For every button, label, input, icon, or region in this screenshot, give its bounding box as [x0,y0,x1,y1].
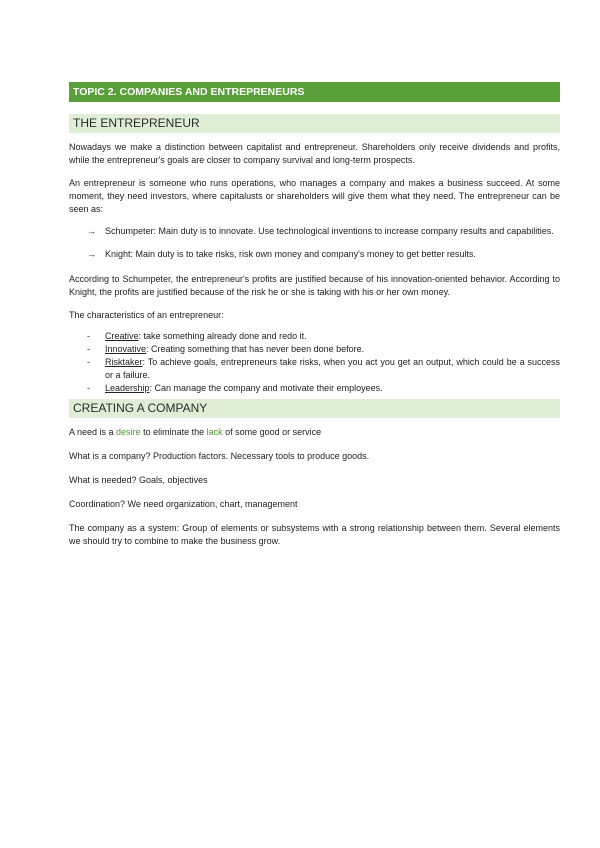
arrow-bullet-icon: → [87,226,96,236]
list-item [69,245,560,263]
need-prefix: A need is a [69,427,117,437]
need-word-lack: lack [206,427,223,437]
need-middle: to eliminate the [140,427,207,437]
coordination-question: Coordination? We need organization, chart, management [69,499,298,509]
dash-bullet: - [87,383,90,393]
dash-bullet: - [87,357,90,367]
list-item [69,222,560,240]
topic-title: TOPIC 2. COMPANIES AND ENTREPRENEURS [69,82,560,102]
need-definition [69,426,560,439]
characteristic-text: : To achieve goals, entrepreneurs take risks, when you act you get an output, which could be a success or a failure. [105,357,560,380]
view-schumpeter: Schumpeter: Main duty is to innovate. Use technological inventions to increase company results and capabilities. [105,226,554,236]
paragraph-capitalist-vs-entrepreneur: Nowadays we make a distinction between capitalist and entrepreneur. Shareholders only receive dividends and profits, while the entrepreneur's goals are closer to company survival and long-term prospects. [69,142,560,165]
paragraph-company-as-system: The company as a system: Group of elements or subsystems with a strong relationship between them. Several elements we should try to combine to make the business grow. [69,523,560,546]
characteristic-term: Creative [105,331,139,341]
entrepreneur-views-list [69,222,560,263]
view-knight: Knight: Main duty is to take risks, risk own money and company's money to get better results. [105,249,476,259]
list-item [69,343,560,356]
dash-bullet: - [87,331,90,341]
characteristic-term: Innovative [105,344,147,354]
list-item [69,330,560,343]
arrow-bullet-icon: → [87,249,96,259]
document-page [69,82,560,548]
needed-question: What is needed? Goals, objectives [69,475,208,485]
characteristics-list [69,330,560,395]
characteristic-text: : Creating something that has never been done before. [146,344,365,354]
list-item [69,356,560,382]
paragraph-entrepreneur-definition: An entrepreneur is someone who runs operations, who manages a company and makes a business succeed. At some moment, they need investors, where capitalusts or shareholders will give them what they need. The entrepreneur can be seen as: [69,178,560,214]
company-question: What is a company? Production factors. Necessary tools to produce goods. [69,451,370,461]
section-title-creating-company: CREATING A COMPANY [69,399,560,418]
need-suffix: of some good or service [222,427,322,437]
paragraph-profits-justification: According to Schumpeter, the entrepreneur's profits are justified because of his innovation-oriented behavior. According to Knight, the profits are justified because of the risk he or she is taking with his or her own money. [69,274,560,297]
characteristic-text: : Can manage the company and motivate their employees. [149,383,383,393]
paragraph-characteristics-intro: The characteristics of an entrepreneur: [69,310,224,320]
dash-bullet: - [87,344,90,354]
need-word-desire: desire [116,427,141,437]
section-title-entrepreneur: THE ENTREPRENEUR [69,114,560,133]
list-item [69,382,560,395]
characteristic-term: Risktaker [105,357,143,367]
characteristic-term: Leadership [105,383,150,393]
characteristic-text: : take something already done and redo it. [138,331,307,341]
